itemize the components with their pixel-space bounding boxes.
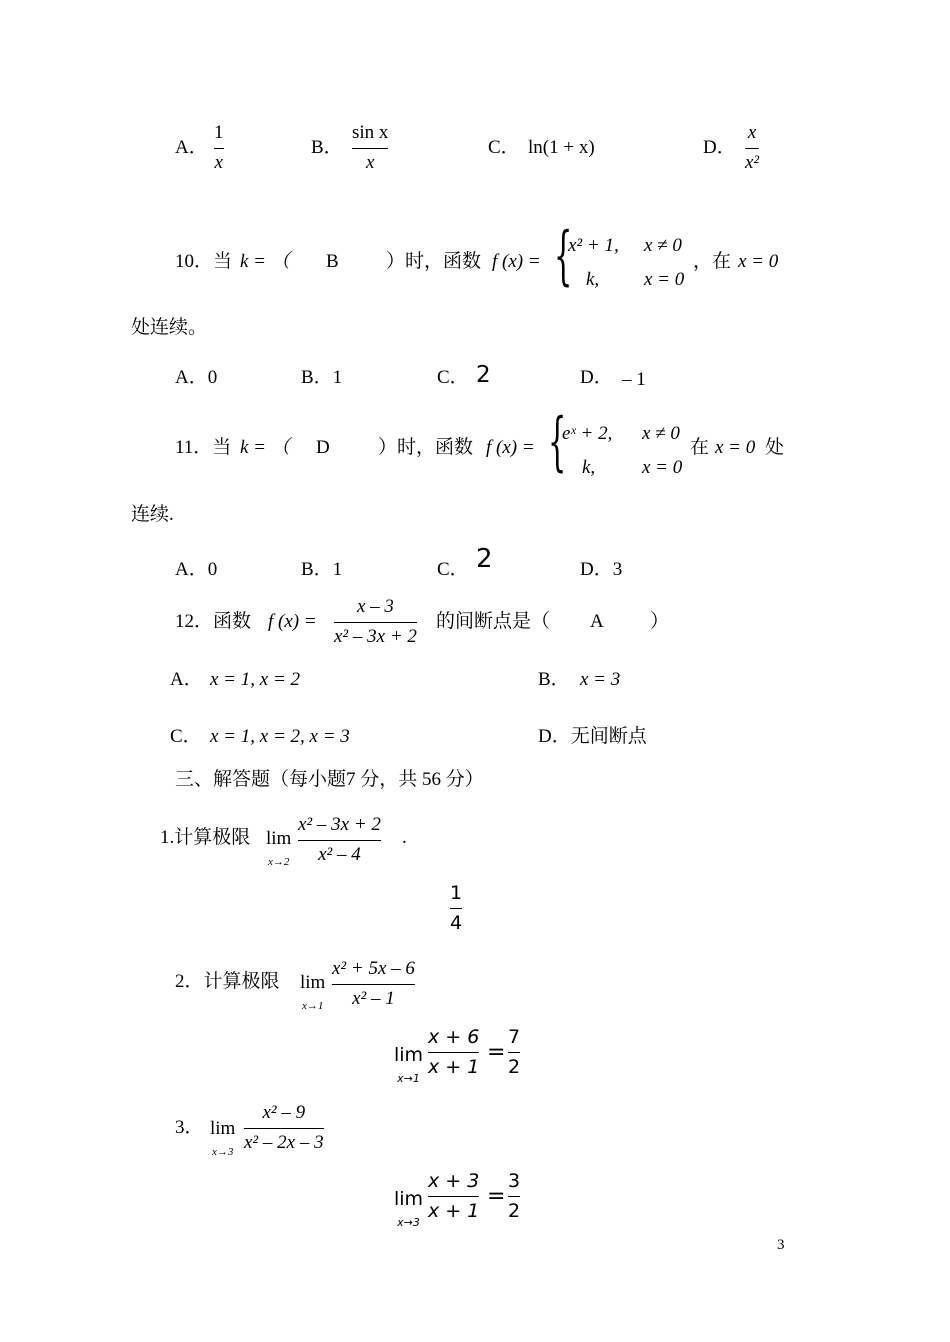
q12-option-a: A．	[170, 669, 203, 690]
problem-2-prefix: 2．计算极限	[175, 971, 280, 992]
q12-close: ）	[650, 611, 670, 632]
problem-2-equals: =	[487, 1040, 506, 1065]
denominator: x² – 1	[352, 987, 395, 1009]
q10-case2-cond: x = 0	[644, 269, 685, 290]
problem-1-prefix: 1.计算极限	[160, 827, 251, 848]
q10-case2-expr: k,	[586, 269, 600, 290]
denominator: x	[214, 151, 223, 173]
q11-suffix-a: 在	[690, 437, 710, 458]
q12-option-b-value: x = 3	[580, 669, 621, 690]
q10-option-d-value: – 1	[622, 369, 646, 390]
denominator: 4	[450, 911, 463, 934]
problem-2-limit	[300, 972, 325, 1012]
q10-k-eq: k = （	[240, 251, 290, 272]
q11-brace: {	[548, 405, 567, 479]
problem-2-answer-fraction	[428, 1026, 479, 1079]
q9-option-b-fraction	[352, 122, 388, 175]
denominator: 2	[508, 1055, 521, 1078]
q10-mid: ）时，函数	[386, 251, 482, 272]
section-heading: 三、解答题（每小题7 分，共 56 分）	[175, 769, 484, 790]
q11-option-c: C．	[437, 559, 469, 580]
problem-2-answer-result	[508, 1026, 520, 1079]
problem-1-fraction	[298, 814, 381, 867]
q11-case2-cond: x = 0	[642, 457, 683, 478]
q12-option-c-value: x = 1, x = 2, x = 3	[210, 726, 350, 747]
denominator: x + 1	[428, 1055, 480, 1078]
lim-text: lim	[394, 1044, 424, 1066]
problem-3-limit	[210, 1118, 235, 1158]
numerator: x² – 9	[262, 1102, 306, 1123]
lim-subscript: x→3	[397, 1216, 420, 1229]
lim-subscript: x→3	[211, 1146, 234, 1158]
q9-option-c-label: C．	[488, 137, 520, 158]
numerator: x² – 3x + 2	[298, 814, 381, 835]
denominator: 2	[508, 1199, 521, 1222]
q10-case1-cond: x ≠ 0	[644, 235, 682, 256]
q10-f: f (x) =	[492, 251, 541, 272]
lim-subscript: x→2	[267, 856, 290, 868]
q12-mid: 的间断点是（	[436, 611, 551, 632]
q11-answer: D	[316, 437, 330, 458]
q10-prefix: 10．当	[175, 251, 233, 272]
q10-option-c-value: 2	[476, 362, 491, 388]
denominator: x² – 2x – 3	[244, 1131, 324, 1153]
problem-3-equals: =	[487, 1184, 506, 1209]
q10-option-b: B．1	[301, 367, 343, 388]
q11-case2-expr: k,	[582, 457, 596, 478]
q10-continuation: 处连续。	[131, 317, 208, 338]
lim-text: lim	[300, 972, 326, 993]
numerator: 3	[508, 1170, 521, 1192]
page-number: 3	[777, 1237, 785, 1253]
numerator: 1	[214, 122, 224, 143]
problem-1-answer	[450, 882, 462, 935]
numerator: x² + 5x – 6	[332, 958, 415, 979]
numerator: sin x	[352, 122, 389, 143]
lim-subscript: x→1	[397, 1072, 420, 1085]
q12-option-c: C．	[170, 726, 202, 747]
denominator: x² – 4	[318, 843, 361, 865]
q10-case1-expr: x² + 1,	[568, 235, 619, 256]
q11-prefix: 11．当	[175, 437, 232, 458]
q10-suffix-a: ，在	[693, 251, 732, 272]
q11-case1-expr: eˣ + 2,	[562, 423, 613, 444]
problem-3-answer-result	[508, 1170, 520, 1223]
problem-3-answer-limit	[394, 1188, 423, 1229]
lim-text: lim	[394, 1188, 424, 1210]
q9-option-c-expr: ln(1 + x)	[528, 137, 595, 158]
q11-option-a: A．0	[175, 559, 218, 580]
denominator: x² – 3x + 2	[334, 625, 417, 647]
q10-option-d: D．	[580, 367, 613, 388]
q11-option-b: B．1	[301, 559, 343, 580]
lim-subscript: x→1	[301, 1000, 324, 1012]
q12-answer: A	[590, 611, 604, 632]
q12-prefix: 12．函数	[175, 611, 252, 632]
q11-option-d: D．3	[580, 559, 623, 580]
q10-option-c: C．	[437, 367, 469, 388]
denominator: x²	[745, 151, 760, 173]
q11-f: f (x) =	[486, 437, 535, 458]
q12-f: f (x) =	[268, 611, 317, 632]
problem-3-answer-fraction	[428, 1170, 479, 1223]
q9-option-a-label: A．	[175, 137, 208, 158]
q10-brace: {	[554, 219, 573, 293]
problem-2-answer-limit	[394, 1044, 423, 1085]
problem-3-fraction	[244, 1102, 324, 1155]
q11-suffix-b: x = 0	[715, 437, 756, 458]
q11-case1-cond: x ≠ 0	[642, 423, 680, 444]
denominator: x + 1	[428, 1199, 480, 1222]
lim-text: lim	[210, 1118, 236, 1139]
q9-option-a-fraction	[214, 122, 224, 175]
q12-fraction	[334, 596, 417, 649]
problem-3-prefix: 3．	[175, 1117, 204, 1138]
numerator: x	[747, 122, 757, 143]
q12-option-a-value: x = 1, x = 2	[210, 669, 301, 690]
q10-answer: B	[326, 251, 339, 272]
q10-suffix-b: x = 0	[738, 251, 779, 272]
problem-1-dot: .	[402, 827, 407, 848]
numerator: 1	[450, 882, 463, 904]
q11-option-c-value: 2	[476, 544, 493, 574]
q11-k-eq: k = （	[240, 437, 290, 458]
lim-text: lim	[266, 828, 292, 849]
q9-option-b-label: B．	[311, 137, 343, 158]
q11-continuation: 连续.	[131, 504, 174, 525]
q12-option-b: B．	[538, 669, 570, 690]
numerator: 7	[508, 1026, 521, 1048]
q11-suffix-c: 处	[765, 437, 785, 458]
q9-option-d-label: D．	[703, 137, 736, 158]
problem-1-limit	[266, 828, 291, 868]
q11-mid: ）时，函数	[378, 437, 474, 458]
numerator: x + 6	[428, 1026, 480, 1048]
numerator: x + 3	[428, 1170, 480, 1192]
problem-2-fraction	[332, 958, 415, 1011]
q12-option-d: D．无间断点	[538, 726, 647, 747]
q10-option-a: A．0	[175, 367, 218, 388]
numerator: x – 3	[356, 596, 394, 617]
denominator: x	[366, 151, 375, 173]
q9-option-d-fraction	[745, 122, 759, 175]
